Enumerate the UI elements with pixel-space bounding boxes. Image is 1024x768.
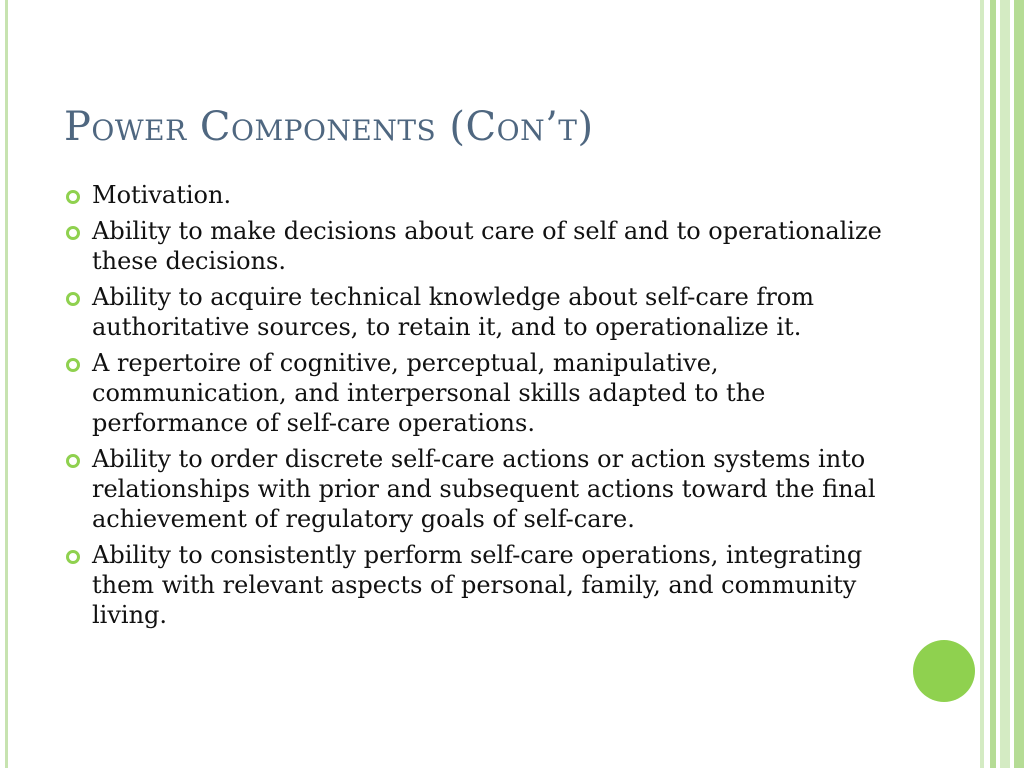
bullet-item <box>66 282 886 342</box>
bullet-item <box>66 444 886 534</box>
bullet-circle-icon <box>66 292 80 306</box>
bullet-circle-icon <box>66 454 80 468</box>
left-border-line <box>5 0 8 768</box>
stripe-4 <box>1014 0 1024 768</box>
decorative-green-circle <box>913 640 975 702</box>
stripe-2 <box>990 0 996 768</box>
bullet-circle-icon <box>66 190 80 204</box>
stripe-3 <box>1000 0 1010 768</box>
slide-title: Power Components (Con’t) <box>64 104 594 150</box>
bullet-text: Ability to order discrete self-care actions or action systems into relationships with prior and subsequent actions toward the final achievement of regulatory goals of self-care. <box>92 445 876 533</box>
bullet-circle-icon <box>66 226 80 240</box>
bullet-item <box>66 540 886 630</box>
bullet-text: Motivation. <box>92 181 232 209</box>
bullet-text: Ability to acquire technical knowledge about self-care from authoritative sources, to retain it, and to operationalize it. <box>92 283 814 341</box>
bullet-item <box>66 216 886 276</box>
stripe-1 <box>980 0 984 768</box>
bullet-item <box>66 348 886 438</box>
bullet-item <box>66 180 886 210</box>
bullet-text: Ability to consistently perform self-care operations, integrating them with relevant aspects of personal, family, and community living. <box>92 541 863 629</box>
bullet-text: A repertoire of cognitive, perceptual, manipulative, communication, and interpersonal skills adapted to the performance of self-care operations. <box>92 349 766 437</box>
bullet-text: Ability to make decisions about care of self and to operationalize these decisions. <box>92 217 882 275</box>
bullet-circle-icon <box>66 358 80 372</box>
right-stripe-decoration <box>976 0 1024 768</box>
bullet-circle-icon <box>66 550 80 564</box>
bullet-list <box>66 180 886 636</box>
